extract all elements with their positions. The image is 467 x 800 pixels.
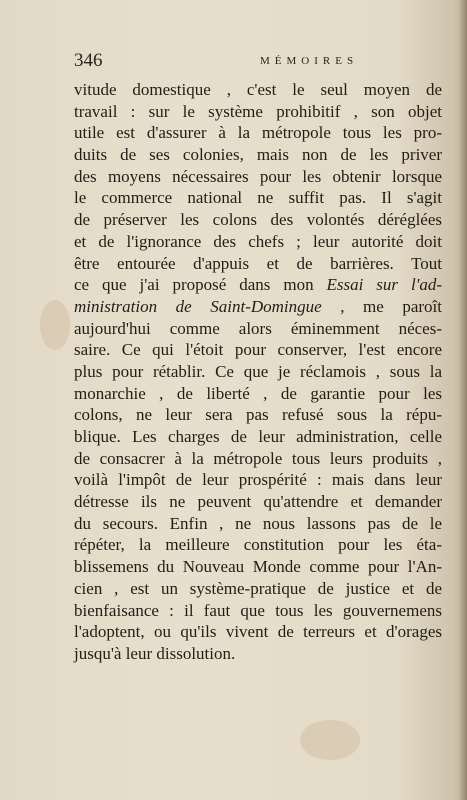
- text-fragment: ce que j'ai proposé dans mon: [74, 275, 327, 295]
- text-line: saire. Ce qui l'étoit pour conserver, l'est encore: [74, 340, 442, 360]
- page-header: [74, 50, 446, 76]
- italic-title-fragment: Essai sur l'ad-: [326, 275, 442, 295]
- text-line: blique. Les charges de leur administration, celle: [74, 427, 442, 446]
- paper-stain: [300, 720, 360, 760]
- page-edge-shadow: [458, 0, 467, 800]
- italic-title-fragment: ministration de Saint-Domingue: [74, 296, 322, 316]
- text-line: bienfaisance : il faut que tous les gouvernemens: [74, 600, 442, 620]
- text-line: plus pour rétablir. Ce que je réclamois , sous la: [74, 361, 442, 381]
- text-line: détresse ils ne peuvent qu'attendre et demander: [74, 492, 442, 512]
- text-line: vitude domestique , c'est le seul moyen de: [74, 80, 442, 99]
- text-line: l'adoptent, ou qu'ils vivent de terreurs et d'orages: [74, 622, 442, 642]
- text-fragment: , me paroît: [321, 296, 442, 316]
- text-line: jusqu'à leur dissolution.: [74, 643, 236, 663]
- text-line: de consacrer à la métropole tous leurs produits ,: [74, 448, 442, 468]
- text-line: [74, 296, 442, 318]
- text-line: des moyens nécessaires pour les obtenir lorsque: [74, 166, 442, 186]
- text-line: duits de ses colonies, mais non de les priver: [74, 145, 442, 165]
- page-number: 346: [74, 50, 103, 71]
- text-line: blissemens du Nouveau Monde comme pour l'An-: [74, 557, 442, 577]
- text-line: cien , est un système-pratique de justice et de: [74, 578, 442, 598]
- text-line: être entourée d'appuis et de barrières. Tout: [74, 253, 442, 273]
- paper-stain: [40, 300, 70, 350]
- text-line: de préserver les colons des volontés déréglées: [74, 210, 442, 230]
- text-line: le commerce national ne suffit pas. Il s'agit: [74, 188, 442, 208]
- text-line: travail : sur le système prohibitif , son objet: [74, 101, 442, 121]
- text-line: utile est d'assurer à la métropole tous les pro-: [74, 123, 442, 143]
- text-line: colons, ne leur sera pas refusé sous la répu-: [74, 405, 442, 425]
- text-line: [74, 274, 442, 296]
- text-line: voilà l'impôt de leur prospérité : mais dans leur: [74, 470, 442, 490]
- running-title: MÉMOIRES: [260, 55, 359, 67]
- text-line: du secours. Enfin , ne nous lassons pas de le: [74, 513, 442, 533]
- body-text: [74, 79, 442, 665]
- text-line: aujourd'hui comme alors éminemment néces-: [74, 318, 442, 338]
- text-line: monarchie , de liberté , de garantie pour les: [74, 383, 442, 403]
- text-line: et de l'ignorance des chefs ; leur autorité doit: [74, 231, 442, 251]
- text-line: répéter, la meilleure constitution pour les éta-: [74, 535, 442, 555]
